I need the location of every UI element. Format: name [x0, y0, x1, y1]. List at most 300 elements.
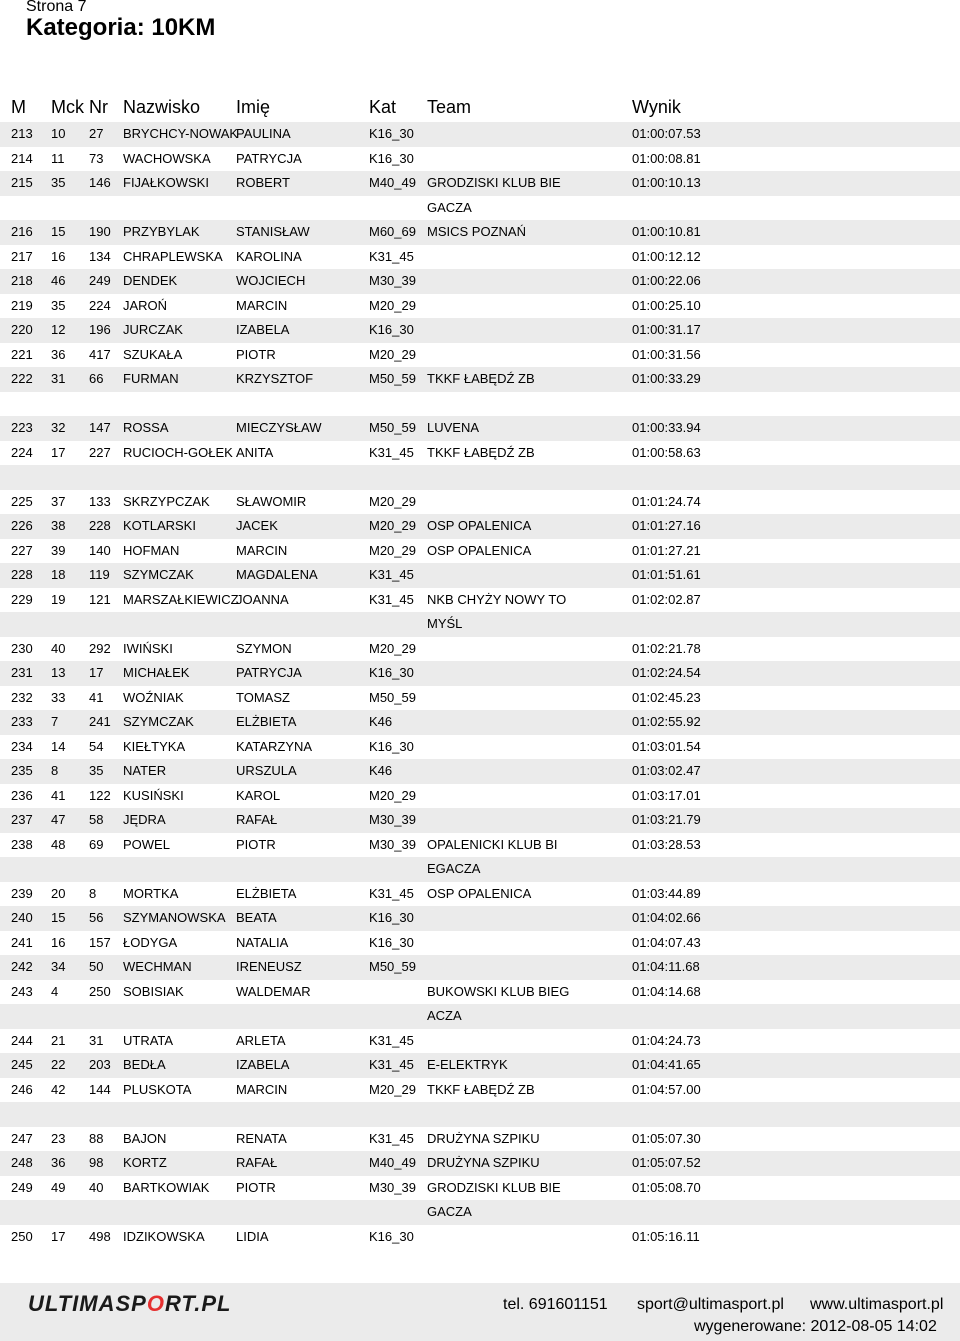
cell-wynik: 01:04:41.65 [632, 1057, 701, 1072]
cell-mck: 39 [51, 542, 66, 558]
table-row [0, 882, 960, 907]
cell-nr: 41 [89, 689, 104, 705]
table-row [0, 710, 960, 735]
table-row-continuation [0, 1004, 960, 1029]
category-title: Kategoria: 10KM [26, 14, 216, 41]
cell-wynik: 01:03:21.79 [632, 812, 701, 827]
cell-wynik: 01:00:12.12 [632, 248, 701, 264]
header-mck: Mck [51, 97, 84, 117]
cell-kat: K16_30 [369, 910, 414, 925]
cell-team-continued: GACZA [427, 199, 472, 215]
cell-team: E-ELEKTRYK [427, 1057, 508, 1072]
footer-generated: wygenerowane: 2012-08-05 14:02 [694, 1318, 937, 1335]
table-row [0, 490, 960, 515]
cell-kat: K46 [369, 714, 393, 729]
cell-mck: 36 [51, 1155, 66, 1170]
cell-team: TKKF ŁABĘDŹ ZB [427, 1081, 535, 1097]
cell-wynik: 01:01:27.16 [632, 518, 701, 533]
cell-nr: 50 [89, 959, 104, 974]
cell-wynik: 01:01:51.61 [632, 567, 701, 582]
cell-m: 250 [11, 1228, 33, 1244]
cell-wynik: 01:05:07.52 [632, 1155, 701, 1170]
table-row [0, 1225, 960, 1250]
cell-imie: RAFAŁ [236, 812, 278, 827]
cell-nazwisko: SKRZYPCZAK [123, 493, 210, 509]
cell-kat: M20_29 [369, 640, 416, 656]
cell-imie: KAROLINA [236, 248, 302, 264]
cell-team: OSP OPALENICA [427, 518, 532, 533]
cell-nazwisko: KORTZ [123, 1155, 167, 1170]
table-row [0, 367, 960, 392]
cell-team-continued: MYŚL [427, 616, 463, 631]
header-wynik: Wynik [632, 97, 681, 117]
cell-imie: RENATA [236, 1130, 287, 1146]
cell-imie: KAROL [236, 787, 281, 803]
cell-mck: 15 [51, 910, 66, 925]
cell-imie: IZABELA [236, 322, 290, 337]
cell-nr: 40 [89, 1179, 104, 1195]
cell-wynik: 01:03:02.47 [632, 763, 701, 778]
cell-nazwisko: ROSSA [123, 420, 169, 435]
cell-imie: ANITA [236, 444, 274, 460]
cell-wynik: 01:03:28.53 [632, 836, 701, 852]
cell-nr: 227 [89, 444, 111, 460]
logo-text-left: ULTIMASP [28, 1291, 147, 1316]
cell-mck: 10 [51, 126, 66, 141]
table-row [0, 931, 960, 956]
cell-nazwisko: MICHAŁEK [123, 665, 190, 680]
cell-nr: 54 [89, 738, 104, 754]
table-row [0, 637, 960, 662]
table-row [0, 122, 960, 147]
cell-imie: URSZULA [236, 763, 297, 778]
cell-mck: 31 [51, 371, 66, 386]
cell-imie: PATRYCJA [236, 150, 302, 166]
cell-nr: 224 [89, 297, 111, 313]
cell-imie: ARLETA [236, 1032, 286, 1048]
cell-nazwisko: ŁODYGA [123, 934, 178, 950]
table-row [0, 1176, 960, 1201]
table-row [0, 661, 960, 686]
cell-imie: ROBERT [236, 175, 290, 190]
table-row [0, 416, 960, 441]
cell-mck: 16 [51, 934, 66, 950]
footer-website[interactable]: www.ultimasport.pl [810, 1296, 944, 1313]
cell-mck: 36 [51, 346, 66, 362]
header-nazwisko: Nazwisko [123, 97, 201, 117]
cell-nazwisko: RUCIOCH-GOŁEK [123, 444, 233, 460]
cell-mck: 18 [51, 567, 66, 582]
cell-m: 234 [11, 738, 33, 754]
cell-wynik: 01:03:17.01 [632, 787, 701, 803]
cell-nazwisko: BEDŁA [123, 1057, 166, 1072]
table-row [0, 759, 960, 784]
table-row [0, 955, 960, 980]
table-row [0, 514, 960, 539]
table-row [0, 294, 960, 319]
cell-m: 235 [11, 763, 33, 778]
cell-kat: M40_49 [369, 175, 416, 190]
cell-m: 222 [11, 371, 33, 386]
cell-wynik: 01:00:10.81 [632, 224, 701, 239]
cell-nr: 140 [89, 542, 111, 558]
cell-nr: 133 [89, 493, 111, 509]
cell-mck: 15 [51, 224, 66, 239]
table-row [0, 1151, 960, 1176]
cell-nazwisko: MARSZAŁKIEWICZ [123, 591, 239, 607]
cell-nazwisko: FURMAN [123, 371, 179, 386]
cell-kat: K16_30 [369, 738, 414, 754]
cell-imie: TOMASZ [236, 689, 290, 705]
cell-nazwisko: SZYMCZAK [123, 714, 194, 729]
cell-kat: K16_30 [369, 150, 414, 166]
table-row [0, 1078, 960, 1103]
logo-text-accent: O [146, 1291, 165, 1316]
cell-nr: 31 [89, 1032, 104, 1048]
cell-wynik: 01:00:31.56 [632, 346, 701, 362]
cell-m: 218 [11, 273, 33, 288]
cell-imie: SZYMON [236, 640, 292, 656]
cell-imie: WALDEMAR [236, 983, 311, 999]
cell-nr: 250 [89, 983, 111, 999]
cell-nr: 56 [89, 910, 104, 925]
table-row [0, 686, 960, 711]
cell-kat: M20_29 [369, 297, 416, 313]
cell-imie: PIOTR [236, 346, 276, 362]
cell-m: 225 [11, 493, 33, 509]
cell-imie: PATRYCJA [236, 665, 302, 680]
table-row [0, 1127, 960, 1152]
cell-m: 228 [11, 567, 33, 582]
cell-nazwisko: CHRAPLEWSKA [123, 248, 223, 264]
cell-nr: 190 [89, 224, 111, 239]
cell-m: 245 [11, 1057, 33, 1072]
cell-wynik: 01:01:27.21 [632, 542, 701, 558]
cell-nr: 98 [89, 1155, 104, 1170]
cell-m: 232 [11, 689, 33, 705]
cell-wynik: 01:00:08.81 [632, 150, 701, 166]
cell-nazwisko: IDZIKOWSKA [123, 1228, 205, 1244]
cell-team-continued: ACZA [427, 1008, 462, 1023]
cell-kat: M20_29 [369, 518, 416, 533]
cell-m: 220 [11, 322, 33, 337]
cell-mck: 38 [51, 518, 66, 533]
cell-nr: 157 [89, 934, 111, 950]
cell-nr: 203 [89, 1057, 111, 1072]
cell-mck: 47 [51, 812, 66, 827]
cell-kat: M50_59 [369, 689, 416, 705]
table-row-continuation [0, 612, 960, 637]
header-m: M [11, 97, 26, 117]
header-kat: Kat [369, 97, 397, 117]
cell-mck: 19 [51, 591, 66, 607]
cell-m: 240 [11, 910, 33, 925]
cell-nr: 66 [89, 371, 104, 386]
cell-nr: 146 [89, 175, 111, 190]
cell-wynik: 01:05:08.70 [632, 1179, 701, 1195]
footer-phone: tel. 691601151 [503, 1296, 608, 1313]
cell-nazwisko: SOBISIAK [123, 983, 184, 999]
cell-nazwisko: IWIŃSKI [123, 640, 173, 656]
cell-nr: 69 [89, 836, 104, 852]
cell-nr: 147 [89, 420, 111, 435]
cell-nazwisko: DENDEK [123, 273, 178, 288]
cell-nazwisko: JĘDRA [123, 812, 166, 827]
cell-kat: M20_29 [369, 542, 416, 558]
cell-team: OSP OPALENICA [427, 542, 532, 558]
cell-nazwisko: WOŹNIAK [123, 689, 184, 705]
cell-kat: M50_59 [369, 371, 416, 386]
cell-kat: K16_30 [369, 665, 414, 680]
footer-email[interactable]: sport@ultimasport.pl [637, 1296, 784, 1313]
cell-wynik: 01:00:22.06 [632, 273, 701, 288]
cell-nr: 196 [89, 322, 111, 337]
cell-imie: JOANNA [236, 591, 289, 607]
cell-kat: K46 [369, 763, 393, 778]
cell-team: TKKF ŁABĘDŹ ZB [427, 371, 535, 386]
cell-m: 237 [11, 812, 33, 827]
cell-kat: M30_39 [369, 812, 416, 827]
cell-nr: 35 [89, 763, 104, 778]
cell-nazwisko: KUSIŃSKI [123, 787, 184, 803]
cell-nr: 73 [89, 150, 104, 166]
cell-kat: K31_45 [369, 1057, 414, 1072]
table-row [0, 343, 960, 368]
cell-wynik: 01:00:10.13 [632, 175, 701, 190]
cell-m: 217 [11, 248, 33, 264]
cell-nazwisko: SZYMCZAK [123, 567, 194, 582]
cell-imie: WOJCIECH [236, 273, 306, 288]
cell-wynik: 01:00:31.17 [632, 322, 701, 337]
cell-mck: 22 [51, 1057, 66, 1072]
cell-wynik: 01:00:33.94 [632, 420, 701, 435]
header-team: Team [427, 97, 472, 117]
cell-kat: M60_69 [369, 224, 416, 239]
cell-wynik: 01:04:11.68 [632, 959, 700, 974]
table-row-spacer [0, 465, 960, 490]
cell-m: 230 [11, 640, 33, 656]
cell-imie: PIOTR [236, 1179, 276, 1195]
table-row-spacer [0, 392, 960, 417]
cell-kat: M50_59 [369, 959, 416, 974]
cell-kat: K31_45 [369, 1032, 414, 1048]
cell-imie: STANISŁAW [236, 224, 310, 239]
cell-mck: 35 [51, 297, 66, 313]
table-row [0, 245, 960, 270]
cell-wynik: 01:02:24.54 [632, 665, 701, 680]
cell-wynik: 01:04:02.66 [632, 910, 701, 925]
cell-kat: M20_29 [369, 1081, 416, 1097]
page-label: Strona 7 [26, 0, 87, 15]
ultimasport-logo [28, 1291, 231, 1317]
cell-wynik: 01:03:01.54 [632, 738, 701, 754]
cell-nazwisko: SZUKAŁA [123, 346, 183, 362]
table-row [0, 784, 960, 809]
cell-kat: M30_39 [369, 836, 416, 852]
cell-wynik: 01:04:24.73 [632, 1032, 701, 1048]
table-header [0, 97, 960, 121]
cell-mck: 40 [51, 640, 66, 656]
cell-mck: 37 [51, 493, 66, 509]
cell-imie: ELŻBIETA [236, 885, 297, 901]
cell-wynik: 01:00:25.10 [632, 297, 701, 313]
cell-mck: 34 [51, 959, 66, 974]
cell-mck: 16 [51, 248, 66, 264]
cell-m: 227 [11, 542, 33, 558]
cell-nr: 241 [89, 714, 111, 729]
table-row-continuation [0, 857, 960, 882]
cell-wynik: 01:04:14.68 [632, 983, 701, 999]
cell-imie: MAGDALENA [236, 567, 318, 582]
cell-m: 246 [11, 1081, 33, 1097]
cell-nazwisko: PRZYBYLAK [123, 224, 200, 239]
table-row [0, 833, 960, 858]
cell-team: NKB CHYŻY NOWY TO [427, 591, 567, 607]
cell-team: DRUŻYNA SZPIKU [427, 1155, 540, 1170]
cell-imie: LIDIA [236, 1228, 269, 1244]
cell-team: DRUŻYNA SZPIKU [427, 1130, 540, 1146]
cell-imie: NATALIA [236, 934, 289, 950]
table-row [0, 539, 960, 564]
cell-mck: 21 [51, 1032, 66, 1048]
cell-mck: 32 [51, 420, 66, 435]
cell-wynik: 01:02:45.23 [632, 689, 701, 705]
cell-kat: M40_49 [369, 1155, 416, 1170]
cell-m: 229 [11, 591, 33, 607]
cell-nazwisko: BARTKOWIAK [123, 1179, 210, 1195]
cell-kat: K31_45 [369, 567, 414, 582]
cell-m: 239 [11, 885, 33, 901]
cell-nazwisko: NATER [123, 763, 167, 778]
cell-imie: IZABELA [236, 1057, 290, 1072]
cell-mck: 13 [51, 665, 66, 680]
cell-m: 226 [11, 518, 33, 533]
cell-nr: 134 [89, 248, 111, 264]
header-imie: Imię [236, 97, 271, 117]
cell-imie: ELŻBIETA [236, 714, 297, 729]
cell-wynik: 01:03:44.89 [632, 885, 701, 901]
cell-nr: 119 [89, 567, 110, 582]
cell-imie: JACEK [236, 518, 278, 533]
cell-m: 213 [11, 126, 33, 141]
cell-nazwisko: WACHOWSKA [123, 150, 211, 166]
cell-nazwisko: MORTKA [123, 885, 179, 901]
cell-m: 223 [11, 420, 33, 435]
table-row-continuation [0, 196, 960, 221]
cell-kat: K16_30 [369, 126, 414, 141]
cell-wynik: 01:00:58.63 [632, 444, 701, 460]
cell-kat: K31_45 [369, 444, 414, 460]
cell-imie: SŁAWOMIR [236, 493, 307, 509]
cell-nazwisko: FIJAŁKOWSKI [123, 175, 209, 190]
cell-m: 249 [11, 1179, 33, 1195]
cell-m: 215 [11, 175, 33, 190]
cell-imie: MARCIN [236, 542, 288, 558]
cell-kat: K31_45 [369, 885, 414, 901]
table-row [0, 1053, 960, 1078]
cell-wynik: 01:05:07.30 [632, 1130, 701, 1146]
cell-wynik: 01:00:07.53 [632, 126, 701, 141]
cell-m: 236 [11, 787, 33, 803]
cell-team: OSP OPALENICA [427, 885, 532, 901]
cell-nazwisko: WECHMAN [123, 959, 192, 974]
cell-team: GRODZISKI KLUB BIE [427, 1179, 561, 1195]
table-row-continuation [0, 1200, 960, 1225]
cell-team: OPALENICKI KLUB BI [427, 836, 558, 852]
cell-m: 243 [11, 983, 33, 999]
cell-mck: 8 [51, 763, 59, 778]
cell-mck: 7 [51, 714, 59, 729]
table-row [0, 441, 960, 466]
cell-mck: 35 [51, 175, 66, 190]
cell-wynik: 01:01:24.74 [632, 493, 701, 509]
cell-nr: 249 [89, 273, 111, 288]
table-row [0, 147, 960, 172]
cell-imie: MARCIN [236, 297, 288, 313]
cell-wynik: 01:04:07.43 [632, 934, 701, 950]
cell-m: 244 [11, 1032, 33, 1048]
cell-mck: 4 [51, 983, 59, 999]
cell-nr: 8 [89, 885, 97, 901]
cell-mck: 41 [51, 787, 66, 803]
cell-kat: K31_45 [369, 591, 414, 607]
cell-nazwisko: BRYCHCY-NOWAK [123, 126, 239, 141]
cell-m: 247 [11, 1130, 33, 1146]
cell-nazwisko: KIEŁTYKA [123, 738, 186, 754]
cell-m: 224 [11, 444, 33, 460]
cell-kat: K16_30 [369, 322, 414, 337]
cell-nazwisko: KOTLARSKI [123, 518, 196, 533]
cell-nazwisko: JAROŃ [123, 297, 168, 313]
cell-imie: PIOTR [236, 836, 276, 852]
cell-mck: 33 [51, 689, 66, 705]
cell-imie: BEATA [236, 910, 277, 925]
cell-wynik: 01:02:02.87 [632, 591, 701, 607]
cell-nazwisko: BAJON [123, 1130, 167, 1146]
cell-nr: 292 [89, 640, 111, 656]
cell-nr: 121 [89, 591, 111, 607]
cell-nr: 27 [89, 126, 104, 141]
cell-team: TKKF ŁABĘDŹ ZB [427, 444, 535, 460]
cell-mck: 49 [51, 1179, 66, 1195]
cell-imie: KRZYSZTOF [236, 371, 314, 386]
cell-kat: K16_30 [369, 934, 414, 950]
cell-team: BUKOWSKI KLUB BIEG [427, 983, 570, 999]
table-row [0, 808, 960, 833]
cell-mck: 17 [51, 444, 66, 460]
header-nr: Nr [89, 97, 108, 117]
cell-imie: IRENEUSZ [236, 959, 302, 974]
cell-nazwisko: UTRATA [123, 1032, 174, 1048]
cell-nr: 144 [89, 1081, 111, 1097]
cell-imie: MARCIN [236, 1081, 288, 1097]
cell-nazwisko: POWEL [123, 836, 170, 852]
cell-nr: 58 [89, 812, 104, 827]
cell-m: 233 [11, 714, 33, 729]
cell-imie: KATARZYNA [236, 738, 313, 754]
cell-team-continued: GACZA [427, 1204, 472, 1219]
table-row [0, 735, 960, 760]
table-row [0, 1029, 960, 1054]
cell-wynik: 01:04:57.00 [632, 1081, 701, 1097]
cell-kat: K16_30 [369, 1228, 414, 1244]
cell-m: 214 [11, 150, 33, 166]
table-row [0, 171, 960, 196]
table-row [0, 318, 960, 343]
cell-kat: M20_29 [369, 493, 416, 509]
table-row [0, 269, 960, 294]
cell-nr: 228 [89, 518, 111, 533]
